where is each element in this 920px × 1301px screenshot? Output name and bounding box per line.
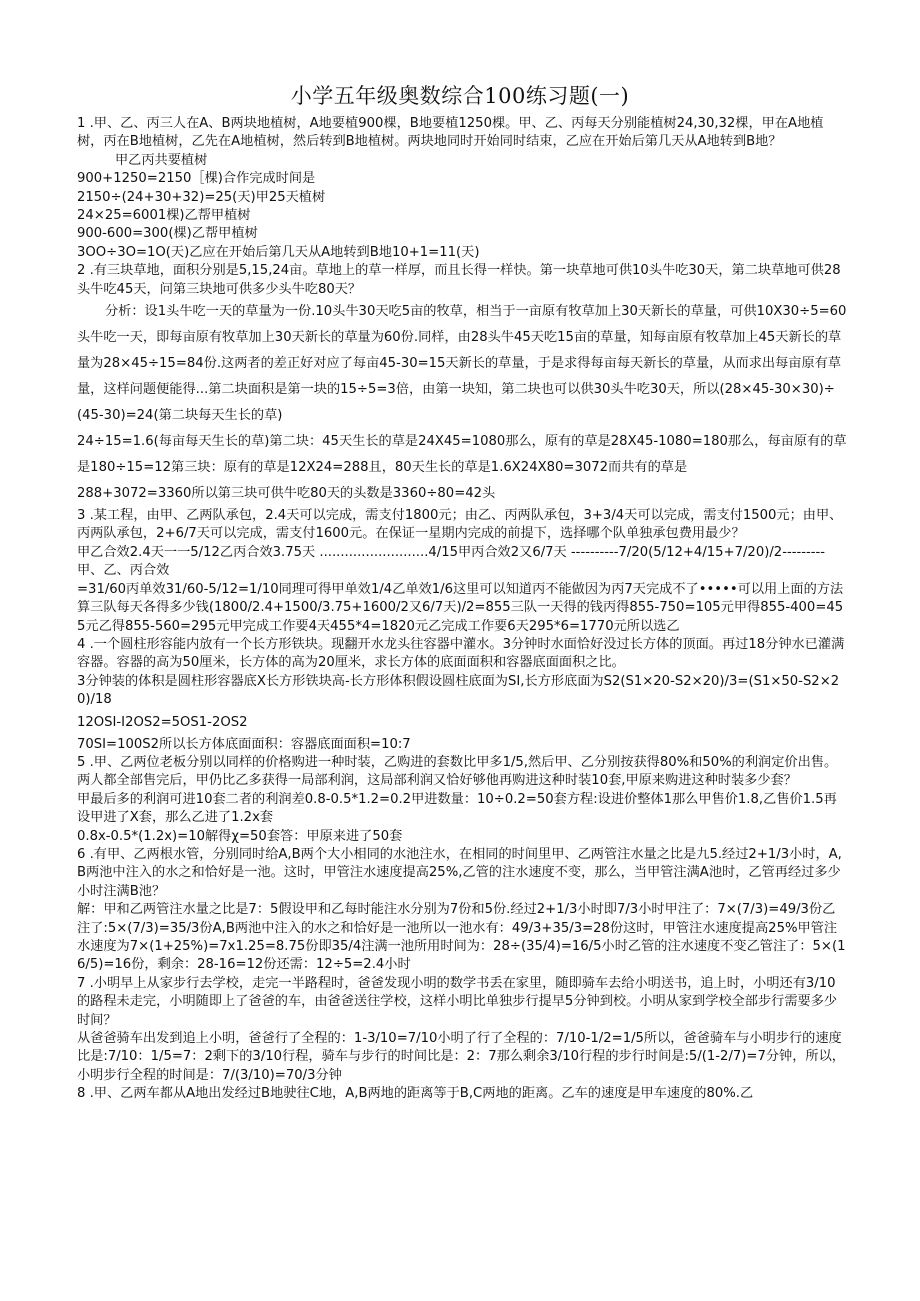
problem-6-solution-line: 解：甲和乙两管注水量之比是7：5假设甲和乙每时能注水分别为7份和5份.经过2+1/3小时即7/3小时甲注了：7×(7/3)=49/3份乙注了:5×(7/3)=35/3份A,B两池中注入的水之和恰好是一池所以一池水有：49/3+35/3=28份这时，甲管注水速度提高25%甲管注水速度为7×(1+25%)=7x1.25=8.75份即35/4注满一池所用时间为：28÷(35/4)=16/5小时乙管的注水速度不变乙管注了：5×(16/5)=16份，剩余：28-16=12份还需：12÷5=2.4小时 <box>77 902 846 973</box>
problem-4-solution-line: 70SI=100S2所以长方体底面面积：容器底面面积=10:7 <box>77 736 411 752</box>
document-body <box>77 115 847 1104</box>
problem-7-question: 7 .小明早上从家步行去学校，走完一半路程时，爸爸发现小明的数学书丢在家里，随即骑车去给小明送书，追上时，小明还有3/10的路程未走完，小明随即上了爸爸的车，由爸爸送往学校，这样小明比单独步行提早5分钟到校。小明从家到学校全部步行需要多少时间？ <box>77 975 838 1028</box>
problem-1-solution-line: 甲乙丙共要植树 <box>115 152 208 168</box>
problem-7-solution-line: 从爸爸骑车出发到追上小明，爸爸行了全程的：1-3/10=7/10小明了行了全程的：7/10-1/2=1/5所以，爸爸骑车与小明步行的速度比是:7/10：1/5=7：2剩下的3/10行程，骑车与步行的时间比是：2：7那么剩余3/10行程的步行时间是:5/(1-2/7)=7分钟，所以，小明步行全程的时间是：7/(3/10)=70/3分钟 <box>77 1031 845 1083</box>
problem-2-solution-line: 288+3072=3360所以第三块可供牛吃80天的头数是3360÷80=42头 <box>77 486 496 502</box>
problem-4-solution-line: 3分钟装的体积是圆柱形容器底X长方形铁块高-长方形体积假设圆柱底面为SI,长方形底面为S2(S1×20-S2×20)/3=(S1×50-S2×20)/18 <box>77 673 840 708</box>
problem-1-solution-line: 900+1250=2150［棵)合作完成时间是 <box>77 171 316 187</box>
problem-4-solution-line: 12OSI-I2OS2=5OS1-2OS2 <box>77 714 248 730</box>
problem-1-solution-line: 24×25=6001棵)乙帮甲植树 <box>77 208 251 224</box>
problem-1-question: 1 .甲、乙、丙三人在A、B两块地植树，A地要植900棵，B地要植1250棵。甲、乙、丙每天分别能植树24,30,32棵，甲在A地植树，丙在B地植树，乙先在A地植树，然后转到B地植树。两块地同时开始同时结束，乙应在开始后第几天从A地转到B地？ <box>77 116 824 150</box>
problem-4-question: 4 .一个圆柱形容能内放有一个长方形铁块。现翻开水龙头往容器中灌水。3分钟时水面恰好没过长方体的顶面。再过18分钟水已灌满容器。容器的高为50厘米，长方体的高为20厘米，求长方体的底面面积和容器底面面积之比。 <box>77 636 845 671</box>
problem-8-question: 8 .甲、乙两车都从A地出发经过B地驶往C地，A,B两地的距离等于B,C两地的距离。乙车的速度是甲车速度的80%.乙 <box>77 1086 754 1102</box>
problem-3-question: 3 .某工程，由甲、乙两队承包，2.4天可以完成，需支付1800元；由乙、丙两队承包，3+3/4天可以完成，需支付1500元；由甲、丙两队承包，2+6/7天可以完成，需支付1600元。在保证一星期内完成的前提下，选择哪个队单独承包费用最少？ <box>77 508 843 542</box>
problem-5-solution-line: 甲最后多的利润可进10套二者的利润差0.8-0.5*1.2=0.2甲进数量：10÷0.2=50套方程:设进价整体1那么甲售价1.8,乙售价1.5再设甲进了X套，那么乙进了1.2x套 <box>77 791 837 826</box>
problem-5-question: 5 .甲、乙两位老板分别以同样的价格购进一种时装，乙购进的套数比甲多1/5,然后甲、乙分别按获得80%和50%的利润定价出售。两人都全部售完后，甲仍比乙多获得一局部利润，这局部利润又恰好够他再购进这种时装10套,甲原来购进这种时装多少套？ <box>77 754 838 789</box>
problem-6-question: 6 .有甲、乙两根水管，分别同时给A,B两个大小相同的水池注水，在相同的时间里甲、乙两管注水量之比是九5.经过2+1/3小时，A,B两池中注入的水之和恰好是一池。这时，甲管注水速度提高25%,乙管的注水速度不变，那么，当甲管注满A池时，乙管再经过多少小时注满B池？ <box>77 846 842 899</box>
problem-2-analysis: 分析：设1头牛吃一天的草量为一份.10头牛30天吃5亩的牧草，相当于一亩原有牧草加上30天新长的草量，可供10X30÷5=60头牛吃一天，即每亩原有牧草加上30天新长的草量为60份.同样，由28头牛45天吃15亩的草量，知每亩原有牧草加上45天新长的草量为28×45÷15=84份.这两者的差正好对应了每亩45-30=15天新长的草量，于是求得每亩每天新长的草量，从而求出每亩原有草量，这样问题便能得...第二块面积是第一块的15÷5=3倍，由第一块知，第二块也可以供30头牛吃30天，所以(28×45-30×30)÷(45-30)=24(第二块每天生长的草) <box>77 304 847 424</box>
problem-5-solution-line: 0.8x-0.5*(1.2x)=10解得χ=50套答：甲原来进了50套 <box>77 828 403 844</box>
problem-3-solution-line: =31/60丙单效31/60-5/12=1/10同理可得甲单效1/4乙单效1/6这里可以知道丙不能做因为丙7天完成不了•••••可以用上面的方法算三队每天各得多少钱(1800/2.4+1500/3.75+1600/2又6/7天)/2=855三队一天得的钱丙得855-750=105元甲得855-400=455元乙得855-560=295元甲完成工作要4天455*4=1820元乙完成工作要6天295*6=1770元所以选乙 <box>77 581 844 634</box>
problem-2-solution-line: 24÷15=1.6(每亩每天生长的草)第二块：45天生长的草是24X45=1080那么，原有的草是28X45-1080=180那么，每亩原有的草是180÷15=12第三块：原有的草是12X24=288且，80天生长的草是1.6X24X80=3072而共有的草是 <box>77 434 847 476</box>
problem-1-solution-line: 3OO÷3O=1O(天)乙应在开始后第几天从A地转到B地10+1=11(天) <box>77 244 480 260</box>
page-title: 小学五年级奥数综合100练习题(一) <box>290 84 630 108</box>
problem-2-question: 2 .有三块草地，面积分别是5,15,24亩。草地上的草一样厚，而且长得一样快。第一块草地可供10头牛吃30天，第二块草地可供28头牛吃45天，问第三块地可供多少头牛吃80天？ <box>77 263 841 297</box>
problem-3-solution-line: 甲乙合效2.4天一一5/12乙丙合效3.75天 ..........................4/15甲丙合效2又6/7天 ----------7/20(5/12+4/15+7/20)/2---------甲、乙、丙合效 <box>77 544 826 579</box>
problem-1-solution-line: 900-600=300(棵)乙帮甲植树 <box>77 226 258 242</box>
problem-1-solution-line: 2150÷(24+30+32)=25(天)甲25天植树 <box>77 189 326 205</box>
